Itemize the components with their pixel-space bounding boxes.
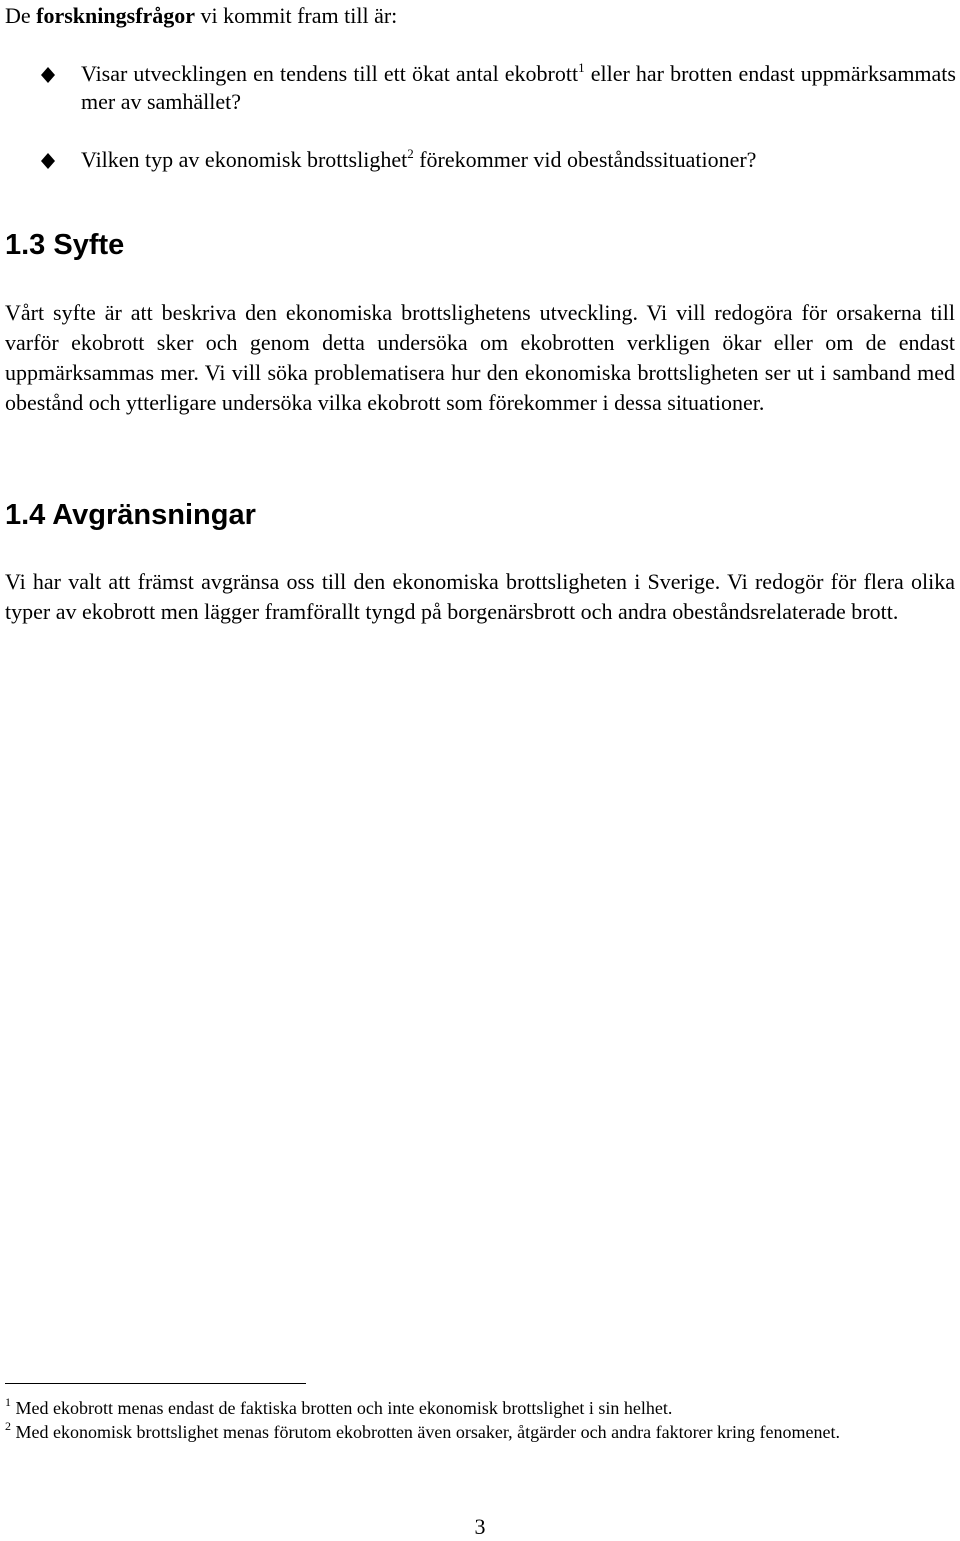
- section-paragraph: Vi har valt att främst avgränsa oss till den ekonomiska brottsligheten i Sverige. Vi redogör för flera olika typer av ekobrott men lägger framförallt tyngd på borgenärsbrott och andra obeståndsrelaterade brott.: [5, 569, 955, 624]
- intro-bold-term: forskningsfrågor: [36, 3, 196, 28]
- page-number: 3: [474, 1514, 486, 1539]
- footnote: $^1$ Med ekobrott menas endast de faktiska brotten och inte ekonomisk brottslighet i sin helhet.: [5, 1395, 673, 1418]
- footnote-ref: 2: [407, 146, 414, 161]
- footnote-separator: [5, 1383, 306, 1384]
- list-item: Vilken typ av ekonomisk brottslighet$^2$ förekommer vid obeståndssituationer?: [40, 146, 956, 174]
- list-item: Visar utvecklingen en tendens till ett ökat antal ekobrott$^1$ eller har brotten endast uppmärksammats mer av samhället?: [40, 60, 956, 116]
- section-heading: 1.3 Syfte: [5, 229, 125, 261]
- footnote-ref: 1: [578, 60, 585, 75]
- diamond-bullet-icon: [40, 153, 56, 169]
- section-heading: 1.4 Avgränsningar: [5, 499, 256, 531]
- footnote: $^2$ Med ekonomisk brottslighet menas förutom ekobrotten även orsaker, åtgärder och andra faktorer kring fenomenet.: [5, 1419, 841, 1442]
- intro-line: De forskningsfrågor vi kommit fram till är:: [5, 3, 398, 28]
- section-paragraph: Vårt syfte är att beskriva den ekonomiska brottslighetens utveckling. Vi vill redogöra för orsakerna till varför ekobrott sker och genom detta undersöka om ekobrotten verkligen ökar eller om de endast uppmärksammas mer. Vi vill söka problematisera hur den ekonomiska brottsligheten ser ut i samband med obestånd och ytterligare undersöka vilka ekobrott som förekommer i dessa situationer.: [5, 300, 955, 415]
- diamond-bullet-icon: [40, 67, 56, 83]
